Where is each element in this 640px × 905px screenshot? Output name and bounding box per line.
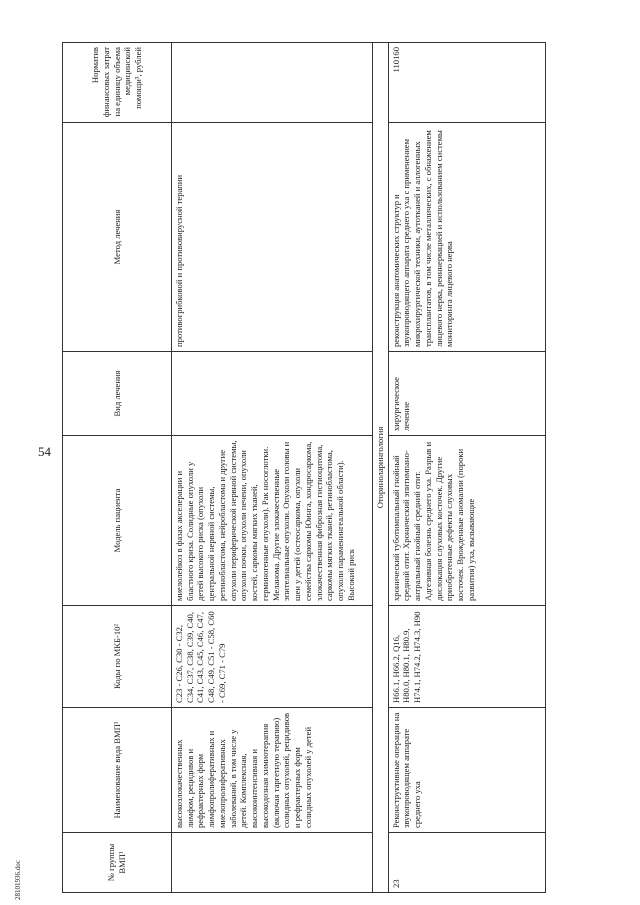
cell-model — [388, 436, 545, 606]
header-norm: Норматив финансовых затрат на единицу объема медицинской помощи³, рублей — [63, 43, 172, 123]
cell-name: Реконструктивные операции на звукопроводящем аппарате среднего уха — [388, 708, 545, 833]
table-header-row — [63, 43, 172, 893]
cell-model-text: хронический туботимпальный гнойный средний отит. Хронический эпитимпано-антральный гнойный средний отит. Адгезивная болезнь среднего уха. Разрыв и дислокация слуховых косточек. Другие приобретенные дефекты слуховых косточек. Врожденные аномалии (пороки развития) уха, вызывающие — [390, 441, 476, 601]
table-rotated-wrapper — [62, 43, 622, 893]
cell-codes — [172, 606, 373, 708]
header-method: Метод лечения — [63, 123, 172, 352]
cell-type: хирургическое лечение — [388, 352, 545, 436]
cell-codes-text: C23 - C26, C30 - C32, C34, C37, C38, C39, C40, C41, C43, C45, C46, C47, C48, C49, C51 - C58, C60 - C69, C71 - C79 — [174, 611, 227, 703]
header-group: № группы ВМП¹ — [63, 833, 172, 893]
section-title: Оториноларингология — [373, 43, 389, 893]
cell-group — [172, 833, 373, 893]
cell-method: реконструкция анатомических структур и звукопроводящего аппарата среднего уха с применением микрохирургической техники, аутотканей и аллогенных трансплантатов, в том числе металлических, с обнажением лицевого нерва, реиннервацией и использованием системы мониторинга лицевого нерва — [388, 123, 545, 352]
cell-model — [172, 436, 373, 606]
vmp-table — [62, 42, 546, 893]
cell-name — [172, 708, 373, 833]
table-row — [388, 43, 545, 893]
header-codes: Коды по МКБ-10² — [63, 606, 172, 708]
doc-code: 28101936.doc — [14, 860, 22, 900]
cell-norm — [172, 43, 373, 123]
cell-type — [172, 352, 373, 436]
cell-codes: H66.1, H66.2, Q16, H80.0, H80.1, H80.9, H74.1, H74.2, H74.3, H90 — [388, 606, 545, 708]
header-model: Модель пациента — [63, 436, 172, 606]
page-number: 54 — [38, 444, 51, 459]
cell-norm: 110160 — [388, 43, 545, 123]
section-row — [373, 43, 389, 893]
table-row — [172, 43, 373, 893]
cell-method: противогрибковой и противовирусной терапии — [172, 123, 373, 352]
header-type: Вид лечения — [63, 352, 172, 436]
cell-name-text: высокозлокачественных лимфом, рецидивов и рефрактерных форм лимфопролиферативных и миелопролиферативных заболеваний, в том числе у детей. Комплексная, высокоинтенсивная и высокодозная химиотерапия (включая таргетную терапию) солидных опухолей, рецидивов и рефрактерных форм солидных опухолей у детей — [174, 712, 313, 828]
header-name: Наименование вида ВМП¹ — [63, 708, 172, 833]
cell-model-text: миелолейкоз в фазах акселерации и бластного криза. Солидные опухоли у детей высокого риска (опухоли центральной нервной системы, ретинобластома, нейробластома и другие опухоли периферической нервной системы, опухоли почки, опухоли печени, опухоли костей, саркомы мягких тканей, герминогенные опухоли). Рак носоглотки. Меланома. Другие злокачественные эпителиальные опухоли. Опухоли головы и шеи у детей (остеосаркома, опухоли семейства саркомы Юинга, хондросаркома, злокачественная фиброзная гистиоцитома, саркомы мягких тканей, ретинобластома, опухоли параменингеальной области). Высокий риск — [174, 440, 356, 601]
cell-group: 23 — [388, 833, 545, 893]
